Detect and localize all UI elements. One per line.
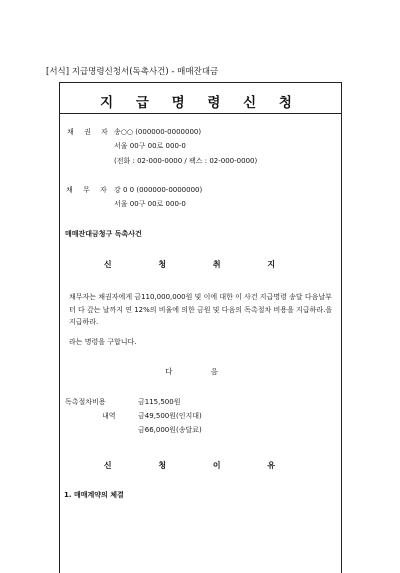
document-frame [59,82,342,573]
section-1-heading: 1. 매매계약의 체결 [64,491,124,499]
creditor-address: 서울 00구 00로 000-0 [114,142,186,150]
reason-heading: 신 청 이 유 [103,461,298,470]
debtor-label: 채 무 자 [66,186,111,194]
creditor-contact: (전화 : 02-000-0000 / 팩스 : 02-000-0000) [114,157,258,165]
purpose-heading: 신 청 취 지 [103,260,298,269]
document-title: 지 급 명 령 신 청 [100,95,301,111]
costs-label: 독촉절차비용 [65,398,106,406]
costs-stamp-fee: 금49,500원(인지대) [138,412,202,420]
title-row [60,83,341,114]
costs-breakdown-label: 내역 [102,412,116,420]
creditor-label: 채 권 자 [67,128,112,136]
costs-heading: 다 음 [165,367,236,376]
creditor-name: 송○○ (000000-0000000) [114,128,202,136]
purpose-closing: 라는 명령을 구합니다. [69,338,137,346]
case-name: 매매잔대금청구 독촉사건 [65,230,142,238]
debtor-name: 강 0 0 (000000-0000000) [114,186,203,194]
costs-total: 금115,500원 [138,398,181,406]
purpose-text: 채무자는 채권자에게 금110,000,000원 및 이에 대한 이 사건 지급명령 송달 다음날부터 다 갚는 날까지 연 12%의 비율에 의한 금원 및 다음의 독촉절차 비용을 지급하라.을 지급하라. [69,293,333,326]
costs-service-fee: 금66,000원(송달료) [138,426,202,434]
debtor-address: 서울 00구 00로 000-0 [114,200,186,208]
document-form-label: [서식] 지급명령신청서(독촉사건) - 매매잔대금 [46,67,219,77]
